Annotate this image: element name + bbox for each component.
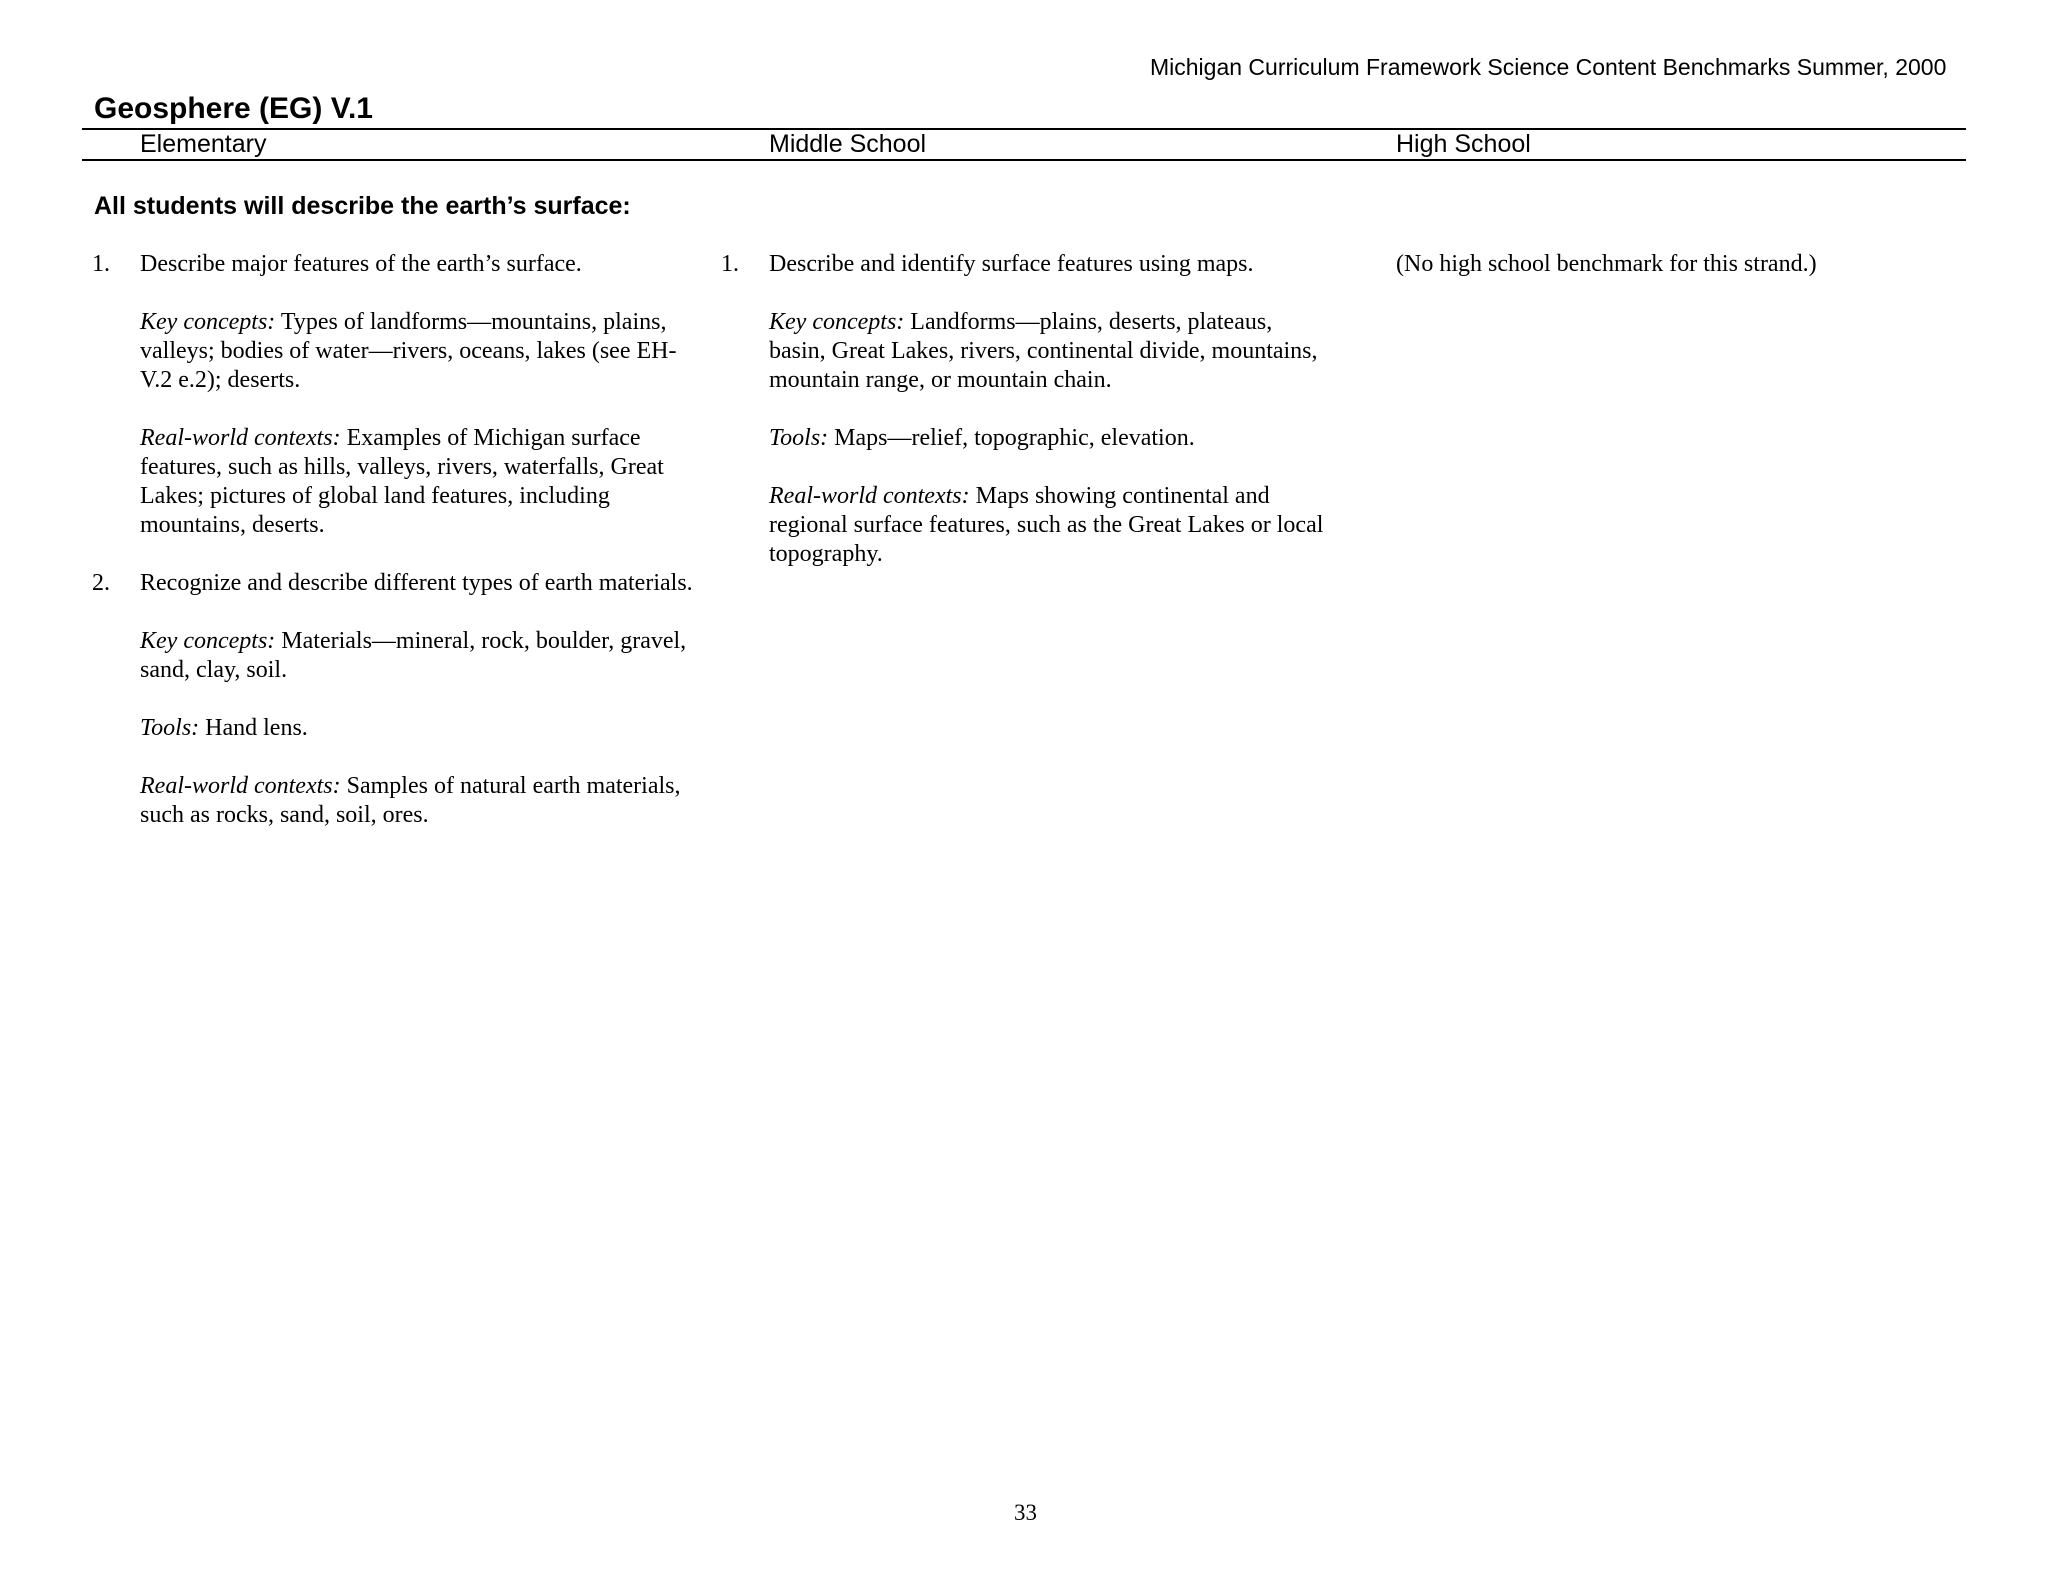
key-concepts-label: Key concepts: [769, 309, 905, 335]
real-world-contexts [140, 772, 704, 830]
benchmark-item [92, 569, 704, 830]
middle-school-column [721, 250, 1333, 569]
header-rule-top [82, 128, 1966, 130]
key-concepts [140, 627, 704, 685]
contexts-text: Examples of Michigan surface features, such as hills, valleys, rivers, waterfalls, Great Lakes; pictures of global land features, including mountains, deserts. [140, 425, 664, 538]
benchmark-statement: Recognize and describe different types of earth materials. [140, 570, 693, 596]
high-school-column [1396, 250, 1956, 279]
key-concepts-text: Landforms—plains, deserts, plateaus, basin, Great Lakes, rivers, continental divide, mountains, mountain range, or mountain chain. [769, 309, 1318, 393]
running-header: Michigan Curriculum Framework Science Content Benchmarks Summer, 2000 [1150, 54, 1947, 80]
contexts-label: Real-world contexts: [769, 483, 970, 509]
key-concepts [140, 308, 704, 395]
standard-statement: All students will describe the earth’s surface: [94, 192, 631, 220]
tools-label: Tools: [769, 425, 829, 451]
elementary-column [92, 250, 704, 830]
key-concepts-text: Materials—mineral, rock, boulder, gravel, sand, clay, soil. [140, 628, 687, 683]
key-concepts-text: Types of landforms—mountains, plains, valleys; bodies of water—rivers, oceans, lakes (see EH-V.2 e.2); deserts. [140, 309, 677, 393]
key-concepts-label: Key concepts: [140, 309, 276, 335]
column-heading-elementary: Elementary [140, 130, 267, 158]
real-world-contexts [769, 482, 1333, 569]
benchmark-statement: Describe major features of the earth’s surface. [140, 251, 582, 277]
key-concepts [769, 308, 1333, 395]
benchmark-item [92, 250, 704, 540]
benchmark-number: 1. [721, 251, 739, 277]
page-number: 33 [1014, 1500, 1037, 1525]
column-heading-high-school: High School [1396, 130, 1531, 158]
contexts-text: Samples of natural earth materials, such as rocks, sand, soil, ores. [140, 773, 681, 828]
tools-text: Maps—relief, topographic, elevation. [828, 425, 1195, 451]
benchmark-number: 1. [92, 251, 110, 277]
tools-text: Hand lens. [199, 715, 308, 741]
tools [140, 714, 704, 743]
benchmark-number: 2. [92, 570, 110, 596]
contexts-label: Real-world contexts: [140, 425, 341, 451]
contexts-text: Maps showing continental and regional surface features, such as the Great Lakes or local topography. [769, 483, 1324, 567]
tools [769, 424, 1333, 453]
benchmark-statement: Describe and identify surface features using maps. [769, 251, 1254, 277]
section-title: Geosphere (EG) V.1 [94, 92, 373, 125]
column-heading-middle-school: Middle School [769, 130, 927, 158]
key-concepts-label: Key concepts: [140, 628, 276, 654]
high-school-note: (No high school benchmark for this strand.) [1396, 251, 1817, 277]
benchmark-item [721, 250, 1333, 569]
contexts-label: Real-world contexts: [140, 773, 341, 799]
tools-label: Tools: [140, 715, 200, 741]
real-world-contexts [140, 424, 704, 540]
header-rule-bottom [82, 159, 1966, 161]
